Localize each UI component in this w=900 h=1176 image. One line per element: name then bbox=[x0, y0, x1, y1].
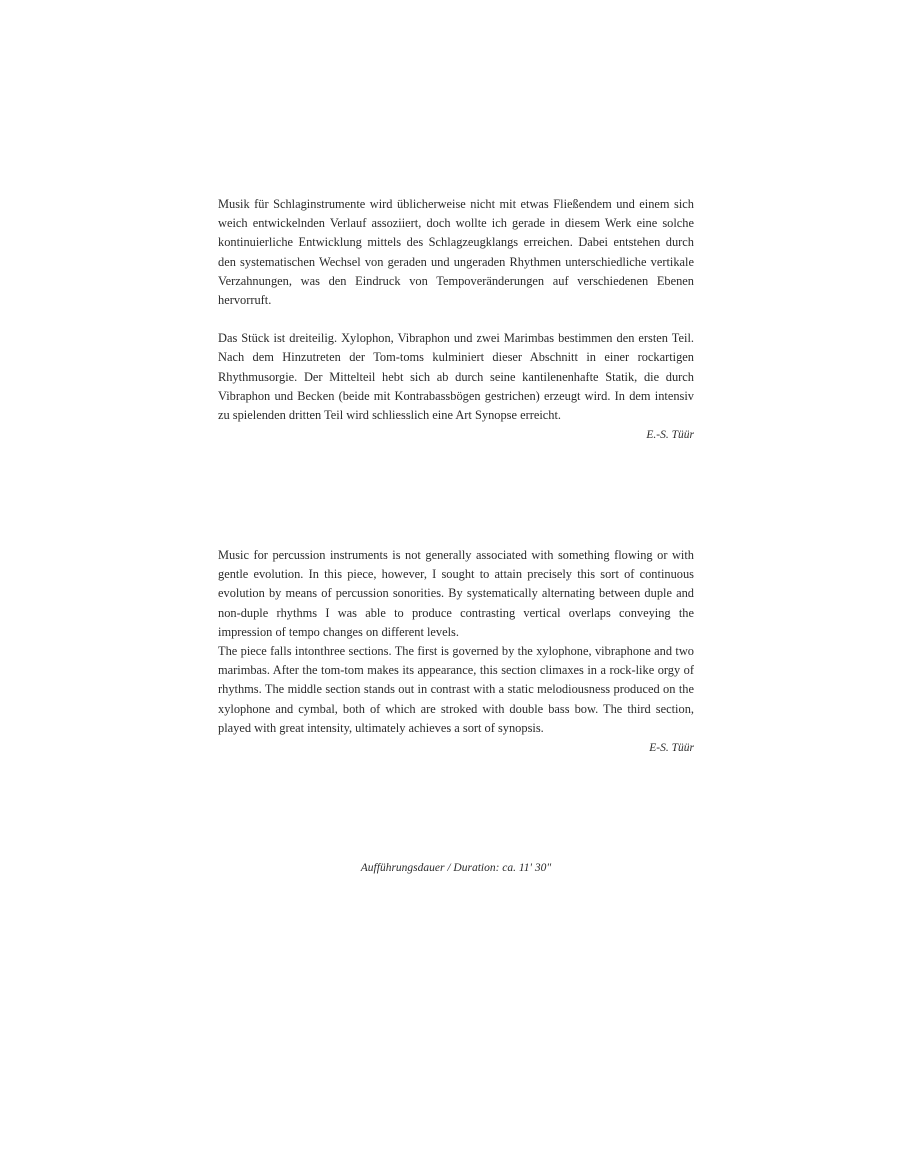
english-program-note bbox=[218, 546, 694, 758]
english-signature: E-S. Tüür bbox=[649, 742, 694, 755]
german-program-note bbox=[218, 195, 694, 445]
german-paragraph-1: Musik für Schlaginstrumente wird üblicherweise nicht mit etwas Fließendem und einem sich weich entwickelnden Verlauf assoziiert, doch wollte ich gerade in diesem Werk eine solche kontinuierliche Entwicklung mittels des Schlagzeugklangs erreichen. Dabei entstehen durch den systematischen Wechsel von geraden und ungeraden Rhythmen unterschiedliche vertikale Verzahnungen, was den Eindruck von Tempoveränderungen auf verschiedenen Ebenen hervorruft. bbox=[218, 197, 694, 308]
german-signature: E.-S. Tüür bbox=[646, 429, 694, 442]
english-paragraph-2: The piece falls intonthree sections. The first is governed by the xylophone, vibraphone and two marimbas. After the tom-tom makes its appearance, this section climaxes in a rock-like orgy of rhythms. The middle section stands out in contrast with a static melodiousness produced on the xylophone and cymbal, both of which are stroked with double bass bow. The third section, played with great intensity, ultimately achieves a sort of synopsis. bbox=[218, 644, 694, 735]
english-paragraph-1: Music for percussion instruments is not generally associated with something flowing or with gentle evolution. In this piece, however, I sought to attain precisely this sort of continuous evolution by means of percussion sonorities. By systematically alternating between duple and non-duple rhythms I was able to produce contrasting vertical overlaps conveying the impression of tempo changes on different levels. bbox=[218, 548, 694, 639]
german-paragraph-2: Das Stück ist dreiteilig. Xylophon, Vibraphon und zwei Marimbas bestimmen den ersten Teil. Nach dem Hinzutreten der Tom-toms kulminiert dieser Abschnitt in einer rockartigen Rhythmusorgie. Der Mittelteil hebt sich ab durch seine kantilenenhafte Statik, die durch Vibraphon und Becken (beide mit Kontrabassbögen gestrichen) erzeugt wird. In dem intensiv zu spielenden dritten Teil wird schliesslich eine Art Synopse erreicht. bbox=[218, 331, 694, 423]
duration-line: Aufführungsdauer / Duration: ca. 11' 30" bbox=[360, 862, 552, 874]
